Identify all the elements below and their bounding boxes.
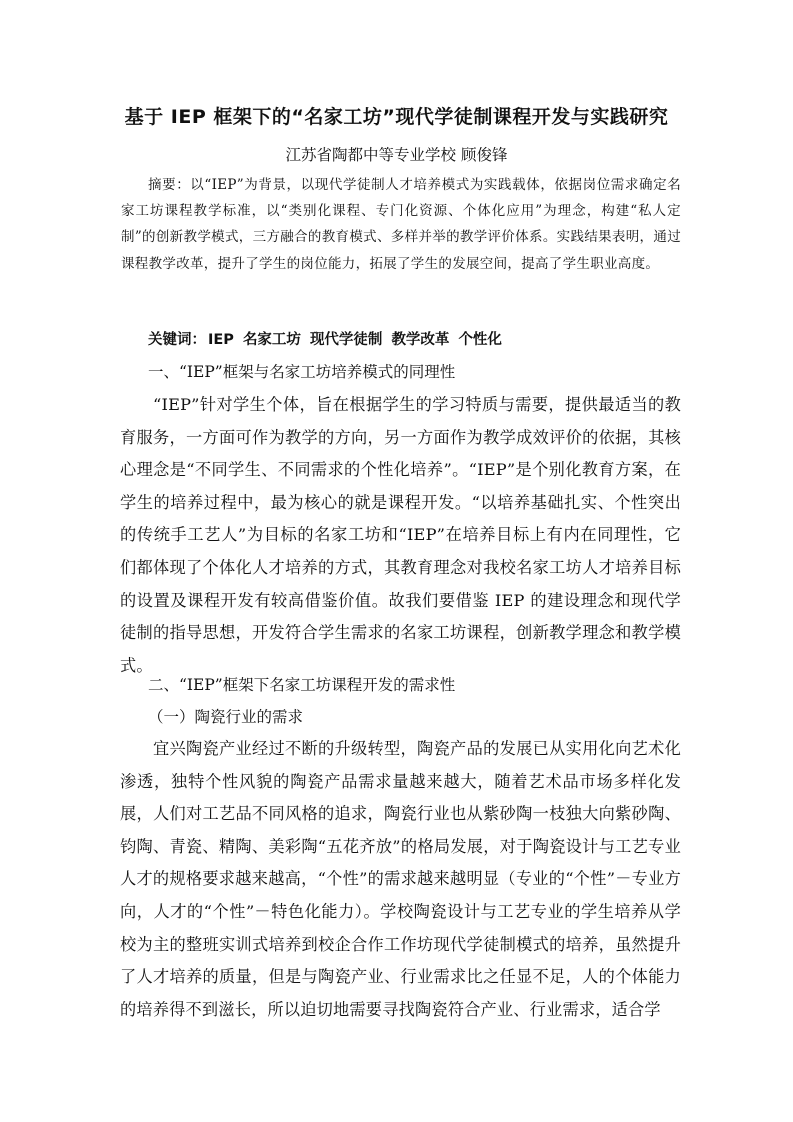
- body-paragraph-1: “IEP”针对学生个体，旨在根据学生的学习特质与需要，提供最适当的教育服务，一方面可作为教学的方向，另一方面作为教学成效评价的依据，其核心理念是“不同学生、不同需求的个性化培养”。“IEP”是个别化教育方案，在学生的培养过程中，最为核心的就是课程开发。“以培养基础扎实、个性突出的传统手工艺人”为目标的名家工坊和“IEP”在培养目标上有内在同理性，它们都体现了个体化人才培养的方式，其教育理念对我校名家工坊人才培养目标的设置及课程开发有较高借鉴价值。故我们要借鉴 IEP 的建设理念和现代学徒制的指导思想，开发符合学生需求的名家工坊课程，创新教学理念和教学模式。: [120, 395, 681, 675]
- body-paragraph-2: 宜兴陶瓷产业经过不断的升级转型，陶瓷产品的发展已从实用化向艺术化渗透，独特个性风貌的陶瓷产品需求量越来越大，随着艺术品市场多样化发展，人们对工艺品不同风格的追求，陶瓷行业也从紫砂陶一枝独大向紫砂陶、钧陶、青瓷、精陶、美彩陶“五花齐放”的格局发展，对于陶瓷设计与工艺专业人才的规格要求越来越高，“个性”的需求越来越明显（专业的“个性”－专业方向，人才的“个性”－特色化能力）。学校陶瓷设计与工艺专业的学生培养从学校为主的整班实训式培养到校企合作工作坊现代学徒制模式的培养，虽然提升了人才培养的质量，但是与陶瓷产业、行业需求比之任显不足，人的个体能力的培养得不到滋长，所以迫切地需要寻找陶瓷符合产业、行业需求，适合学: [120, 739, 681, 1019]
- keywords-label: 关键词：: [148, 332, 206, 348]
- keyword-item: 教学改革: [391, 332, 450, 348]
- section-heading-1: 一、“IEP”框架与名家工坊培养模式的同理性: [148, 363, 456, 381]
- section-heading-2: 二、“IEP”框架下名家工坊课程开发的需求性: [148, 676, 456, 694]
- keyword-item: IEP: [208, 332, 234, 348]
- keyword-item: 名家工坊: [242, 332, 301, 348]
- subsection-heading-1: （一）陶瓷行业的需求: [148, 708, 304, 726]
- keywords: [148, 327, 688, 353]
- author-line: 江苏省陶都中等专业学校 顾俊锋: [285, 146, 508, 164]
- keyword-item: 个性化: [458, 332, 502, 348]
- keyword-item: 现代学徒制: [309, 332, 383, 348]
- paper-title: 基于 IEP 框架下的“名家工坊”现代学徒制课程开发与实践研究: [124, 106, 669, 128]
- abstract: 摘要：以“IEP”为背景，以现代学徒制人才培养模式为实践载体，依据岗位需求确定名家工坊课程教学标准，以“类别化课程、专门化资源、个体化应用”为理念，构建“私人定制”的创新教学模式，三方融合的教育模式、多样并举的教学评价体系。实践结果表明，通过课程教学改革，提升了学生的岗位能力，拓展了学生的发展空间，提高了学生职业高度。: [121, 177, 681, 272]
